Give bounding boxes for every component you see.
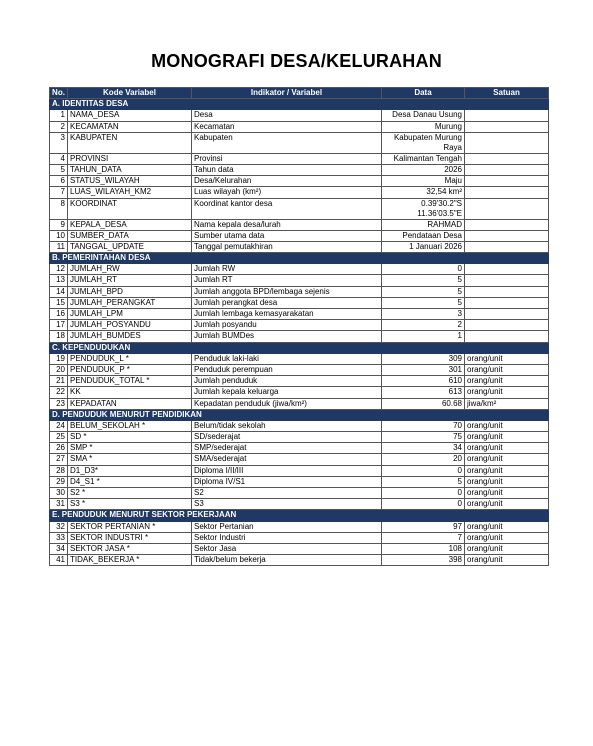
table-row — [50, 176, 549, 187]
table-row — [50, 309, 549, 320]
data-value — [382, 454, 465, 465]
data-value — [382, 387, 465, 398]
row-number: 4 — [50, 153, 68, 164]
data-value — [382, 353, 465, 364]
data-value-line: 398 — [448, 555, 462, 565]
kode-variabel: BELUM_SEKOLAH * — [68, 420, 192, 431]
indikator: Jumlah penduduk — [192, 376, 382, 387]
data-value — [382, 164, 465, 175]
row-number: 27 — [50, 454, 68, 465]
satuan — [465, 176, 549, 187]
table-row — [50, 443, 549, 454]
data-value — [382, 309, 465, 320]
row-number: 41 — [50, 555, 68, 566]
satuan: orang/unit — [465, 532, 549, 543]
data-value — [382, 476, 465, 487]
kode-variabel: D1_D3* — [68, 465, 192, 476]
kode-variabel: JUMLAH_RW — [68, 264, 192, 275]
data-value — [382, 176, 465, 187]
table-row — [50, 241, 549, 252]
indikator: Jumlah RT — [192, 275, 382, 286]
kode-variabel: KECAMATAN — [68, 121, 192, 132]
data-value — [382, 110, 465, 121]
data-value — [382, 264, 465, 275]
data-value — [382, 275, 465, 286]
table-row — [50, 164, 549, 175]
satuan — [465, 241, 549, 252]
data-value — [382, 286, 465, 297]
satuan — [465, 132, 549, 153]
kode-variabel: S3 * — [68, 499, 192, 510]
data-value-line: 610 — [448, 376, 462, 386]
satuan — [465, 198, 549, 219]
satuan: orang/unit — [465, 465, 549, 476]
table-header-row — [50, 88, 549, 99]
indikator: SD/sederajat — [192, 432, 382, 443]
indikator: Desa — [192, 110, 382, 121]
satuan: orang/unit — [465, 443, 549, 454]
table-row — [50, 521, 549, 532]
row-number: 10 — [50, 230, 68, 241]
table-row — [50, 387, 549, 398]
table-row — [50, 532, 549, 543]
indikator: Koordinat kantor desa — [192, 198, 382, 219]
satuan — [465, 153, 549, 164]
satuan — [465, 297, 549, 308]
satuan — [465, 230, 549, 241]
row-number: 6 — [50, 176, 68, 187]
row-number: 11 — [50, 241, 68, 252]
indikator: Jumlah posyandu — [192, 320, 382, 331]
data-value-line: 0 — [457, 264, 462, 274]
kode-variabel: SUMBER_DATA — [68, 230, 192, 241]
table-row — [50, 187, 549, 198]
indikator: Jumlah BUMDes — [192, 331, 382, 342]
satuan: orang/unit — [465, 488, 549, 499]
row-number: 1 — [50, 110, 68, 121]
satuan: orang/unit — [465, 476, 549, 487]
kode-variabel: JUMLAH_RT — [68, 275, 192, 286]
table-row — [50, 465, 549, 476]
indikator: SMP/sederajat — [192, 443, 382, 454]
data-value-line: RAHMAD — [427, 219, 462, 229]
data-value — [382, 364, 465, 375]
indikator: Luas wilayah (km²) — [192, 187, 382, 198]
data-value-line: 60.68 — [441, 398, 462, 408]
kode-variabel: JUMLAH_LPM — [68, 309, 192, 320]
table-row — [50, 543, 549, 554]
satuan — [465, 164, 549, 175]
satuan — [465, 264, 549, 275]
kode-variabel: TANGGAL_UPDATE — [68, 241, 192, 252]
kode-variabel: PENDUDUK_TOTAL * — [68, 376, 192, 387]
row-number: 30 — [50, 488, 68, 499]
indikator: Jumlah RW — [192, 264, 382, 275]
row-number: 16 — [50, 309, 68, 320]
data-value-line: Raya — [443, 142, 462, 152]
satuan — [465, 219, 549, 230]
kode-variabel: S2 * — [68, 488, 192, 499]
table-row — [50, 398, 549, 409]
kode-variabel: PENDUDUK_P * — [68, 364, 192, 375]
indikator: Kepadatan penduduk (jiwa/km²) — [192, 398, 382, 409]
data-value-line: 1 Januari 2026 — [409, 241, 462, 251]
data-value — [382, 555, 465, 566]
table-row — [50, 198, 549, 219]
data-value — [382, 320, 465, 331]
kode-variabel: TIDAK_BEKERJA * — [68, 555, 192, 566]
data-value — [382, 198, 465, 219]
indikator: Jumlah perangkat desa — [192, 297, 382, 308]
data-value — [382, 297, 465, 308]
satuan — [465, 110, 549, 121]
data-value — [382, 187, 465, 198]
data-value-line: 5 — [457, 297, 462, 307]
table-row — [50, 286, 549, 297]
data-value-line: 5 — [457, 286, 462, 296]
indikator: Desa/Kelurahan — [192, 176, 382, 187]
data-value-line: Kalimantan Tengah — [393, 153, 462, 163]
indikator: Tidak/belum bekerja — [192, 555, 382, 566]
row-number: 3 — [50, 132, 68, 153]
table-row — [50, 110, 549, 121]
row-number: 9 — [50, 219, 68, 230]
table-row — [50, 454, 549, 465]
data-value-line: 309 — [448, 353, 462, 363]
table-row — [50, 230, 549, 241]
kode-variabel: KK — [68, 387, 192, 398]
header-kode-variabel: Kode Variabel — [68, 88, 192, 99]
data-value — [382, 230, 465, 241]
data-value — [382, 543, 465, 554]
kode-variabel: NAMA_DESA — [68, 110, 192, 121]
indikator: Sektor Pertanian — [192, 521, 382, 532]
table-row — [50, 297, 549, 308]
row-number: 32 — [50, 521, 68, 532]
page-title: MONOGRAFI DESA/KELURAHAN — [151, 51, 442, 71]
kode-variabel: TAHUN_DATA — [68, 164, 192, 175]
table-row — [50, 219, 549, 230]
row-number: 21 — [50, 376, 68, 387]
kode-variabel: KEPADATAN — [68, 398, 192, 409]
kode-variabel: JUMLAH_BPD — [68, 286, 192, 297]
data-value — [382, 499, 465, 510]
header-indikator: Indikator / Variabel — [192, 88, 382, 99]
data-value — [382, 488, 465, 499]
indikator: Jumlah kepala keluarga — [192, 387, 382, 398]
table-row — [50, 488, 549, 499]
table-row — [50, 264, 549, 275]
row-number: 23 — [50, 398, 68, 409]
data-value-line: 2 — [457, 320, 462, 330]
data-value-line: 7 — [457, 532, 462, 542]
satuan: orang/unit — [465, 364, 549, 375]
table-row — [50, 353, 549, 364]
indikator: Kabupaten — [192, 132, 382, 153]
section-header-row — [50, 253, 549, 264]
satuan: orang/unit — [465, 454, 549, 465]
kode-variabel: SD * — [68, 432, 192, 443]
indikator: Kecamatan — [192, 121, 382, 132]
row-number: 12 — [50, 264, 68, 275]
monografi-table — [49, 87, 549, 566]
data-value — [382, 132, 465, 153]
table-row — [50, 153, 549, 164]
row-number: 13 — [50, 275, 68, 286]
data-value — [382, 521, 465, 532]
row-number: 20 — [50, 364, 68, 375]
row-number: 18 — [50, 331, 68, 342]
data-value-line: Pendataan Desa — [402, 230, 462, 240]
section-title: D. PENDUDUK MENURUT PENDIDIKAN — [50, 409, 549, 420]
row-number: 25 — [50, 432, 68, 443]
indikator: Tahun data — [192, 164, 382, 175]
table-row — [50, 376, 549, 387]
kode-variabel: KOORDINAT — [68, 198, 192, 219]
table-row — [50, 555, 549, 566]
data-value — [382, 465, 465, 476]
row-number: 2 — [50, 121, 68, 132]
kode-variabel: SMP * — [68, 443, 192, 454]
kode-variabel: KEPALA_DESA — [68, 219, 192, 230]
indikator: Sektor Jasa — [192, 543, 382, 554]
kode-variabel: STATUS_WILAYAH — [68, 176, 192, 187]
satuan: orang/unit — [465, 543, 549, 554]
row-number: 29 — [50, 476, 68, 487]
section-header-row — [50, 510, 549, 521]
satuan: orang/unit — [465, 376, 549, 387]
indikator: S3 — [192, 499, 382, 510]
table-row — [50, 275, 549, 286]
section-header-row — [50, 99, 549, 110]
data-value-line: 97 — [453, 521, 462, 531]
data-value-line: Desa Danau Usung — [392, 110, 462, 120]
row-number: 26 — [50, 443, 68, 454]
indikator: S2 — [192, 488, 382, 499]
table-row — [50, 432, 549, 443]
data-value-line: Maju — [444, 176, 462, 186]
data-value — [382, 420, 465, 431]
row-number: 7 — [50, 187, 68, 198]
kode-variabel: JUMLAH_BUMDES — [68, 331, 192, 342]
data-value-line: 0.39'30.2"S — [421, 198, 462, 208]
data-value — [382, 219, 465, 230]
table-row — [50, 121, 549, 132]
table-row — [50, 364, 549, 375]
satuan: orang/unit — [465, 432, 549, 443]
satuan — [465, 309, 549, 320]
satuan: orang/unit — [465, 353, 549, 364]
data-value-line: 613 — [448, 387, 462, 397]
satuan — [465, 275, 549, 286]
table-row — [50, 331, 549, 342]
indikator: Diploma I/II/III — [192, 465, 382, 476]
satuan: orang/unit — [465, 555, 549, 566]
header-data: Data — [382, 88, 465, 99]
indikator: Sumber utama data — [192, 230, 382, 241]
satuan: jiwa/km² — [465, 398, 549, 409]
kode-variabel: KABUPATEN — [68, 132, 192, 153]
data-value-line: 2026 — [444, 164, 462, 174]
data-value-line: 0 — [457, 488, 462, 497]
table-row — [50, 132, 549, 153]
data-value — [382, 432, 465, 443]
satuan — [465, 286, 549, 297]
kode-variabel: D4_S1 * — [68, 476, 192, 487]
data-value — [382, 398, 465, 409]
data-value-line: Murung — [434, 121, 462, 131]
satuan: orang/unit — [465, 420, 549, 431]
data-value — [382, 153, 465, 164]
satuan: orang/unit — [465, 499, 549, 510]
kode-variabel: SEKTOR INDUSTRI * — [68, 532, 192, 543]
data-value-line: 1 — [457, 331, 462, 341]
data-value-line: 34 — [453, 443, 462, 453]
table-row — [50, 320, 549, 331]
indikator: Jumlah lembaga kemasyarakatan — [192, 309, 382, 320]
data-value — [382, 241, 465, 252]
data-value-line: 20 — [453, 454, 462, 464]
data-value-line: 301 — [448, 364, 462, 374]
satuan — [465, 331, 549, 342]
row-number: 19 — [50, 353, 68, 364]
data-value — [382, 376, 465, 387]
data-value-line: Kabupaten Murung — [393, 132, 462, 142]
satuan — [465, 121, 549, 132]
kode-variabel: LUAS_WILAYAH_KM2 — [68, 187, 192, 198]
kode-variabel: JUMLAH_POSYANDU — [68, 320, 192, 331]
data-value-line: 5 — [457, 275, 462, 285]
section-header-row — [50, 409, 549, 420]
table-body — [50, 99, 549, 566]
data-value-line: 5 — [457, 476, 462, 486]
indikator: Tanggal pemutakhiran — [192, 241, 382, 252]
indikator: SMA/sederajat — [192, 454, 382, 465]
kode-variabel: SEKTOR PERTANIAN * — [68, 521, 192, 532]
satuan — [465, 320, 549, 331]
kode-variabel: SMA * — [68, 454, 192, 465]
data-value-line: 0 — [457, 499, 462, 509]
kode-variabel: PROVINSI — [68, 153, 192, 164]
table-row — [50, 420, 549, 431]
data-value — [382, 121, 465, 132]
row-number: 14 — [50, 286, 68, 297]
data-value-line: 75 — [453, 432, 462, 442]
table-row — [50, 476, 549, 487]
kode-variabel: SEKTOR JASA * — [68, 543, 192, 554]
row-number: 15 — [50, 297, 68, 308]
row-number: 22 — [50, 387, 68, 398]
row-number: 34 — [50, 543, 68, 554]
row-number: 31 — [50, 499, 68, 510]
indikator: Penduduk laki-laki — [192, 353, 382, 364]
data-value-line: 70 — [453, 420, 462, 430]
table-row — [50, 499, 549, 510]
section-title: C. KEPENDUDUKAN — [50, 342, 549, 353]
indikator: Diploma IV/S1 — [192, 476, 382, 487]
data-value-line: 11.36'03.5"E — [417, 208, 462, 218]
indikator: Penduduk perempuan — [192, 364, 382, 375]
kode-variabel: PENDUDUK_L * — [68, 353, 192, 364]
header-satuan: Satuan — [465, 88, 549, 99]
satuan — [465, 187, 549, 198]
indikator: Belum/tidak sekolah — [192, 420, 382, 431]
row-number: 8 — [50, 198, 68, 219]
data-value — [382, 532, 465, 543]
satuan: orang/unit — [465, 521, 549, 532]
row-number: 17 — [50, 320, 68, 331]
row-number: 28 — [50, 465, 68, 476]
data-value-line: 32,54 km² — [426, 187, 462, 197]
data-value — [382, 443, 465, 454]
data-value-line: 0 — [457, 465, 462, 475]
data-value — [382, 331, 465, 342]
kode-variabel: JUMLAH_PERANGKAT — [68, 297, 192, 308]
satuan: orang/unit — [465, 387, 549, 398]
row-number: 5 — [50, 164, 68, 175]
section-header-row — [50, 342, 549, 353]
data-value-line: 108 — [448, 543, 462, 553]
row-number: 24 — [50, 420, 68, 431]
header-no: No. — [50, 88, 68, 99]
data-value-line: 3 — [457, 309, 462, 318]
section-title: E. PENDUDUK MENURUT SEKTOR PEKERJAAN — [50, 510, 549, 521]
indikator: Nama kepala desa/lurah — [192, 219, 382, 230]
indikator: Jumlah anggota BPD/lembaga sejenis — [192, 286, 382, 297]
section-title: A. IDENTITAS DESA — [50, 99, 549, 110]
indikator: Provinsi — [192, 153, 382, 164]
row-number: 33 — [50, 532, 68, 543]
indikator: Sektor Industri — [192, 532, 382, 543]
section-title: B. PEMERINTAHAN DESA — [50, 253, 549, 264]
